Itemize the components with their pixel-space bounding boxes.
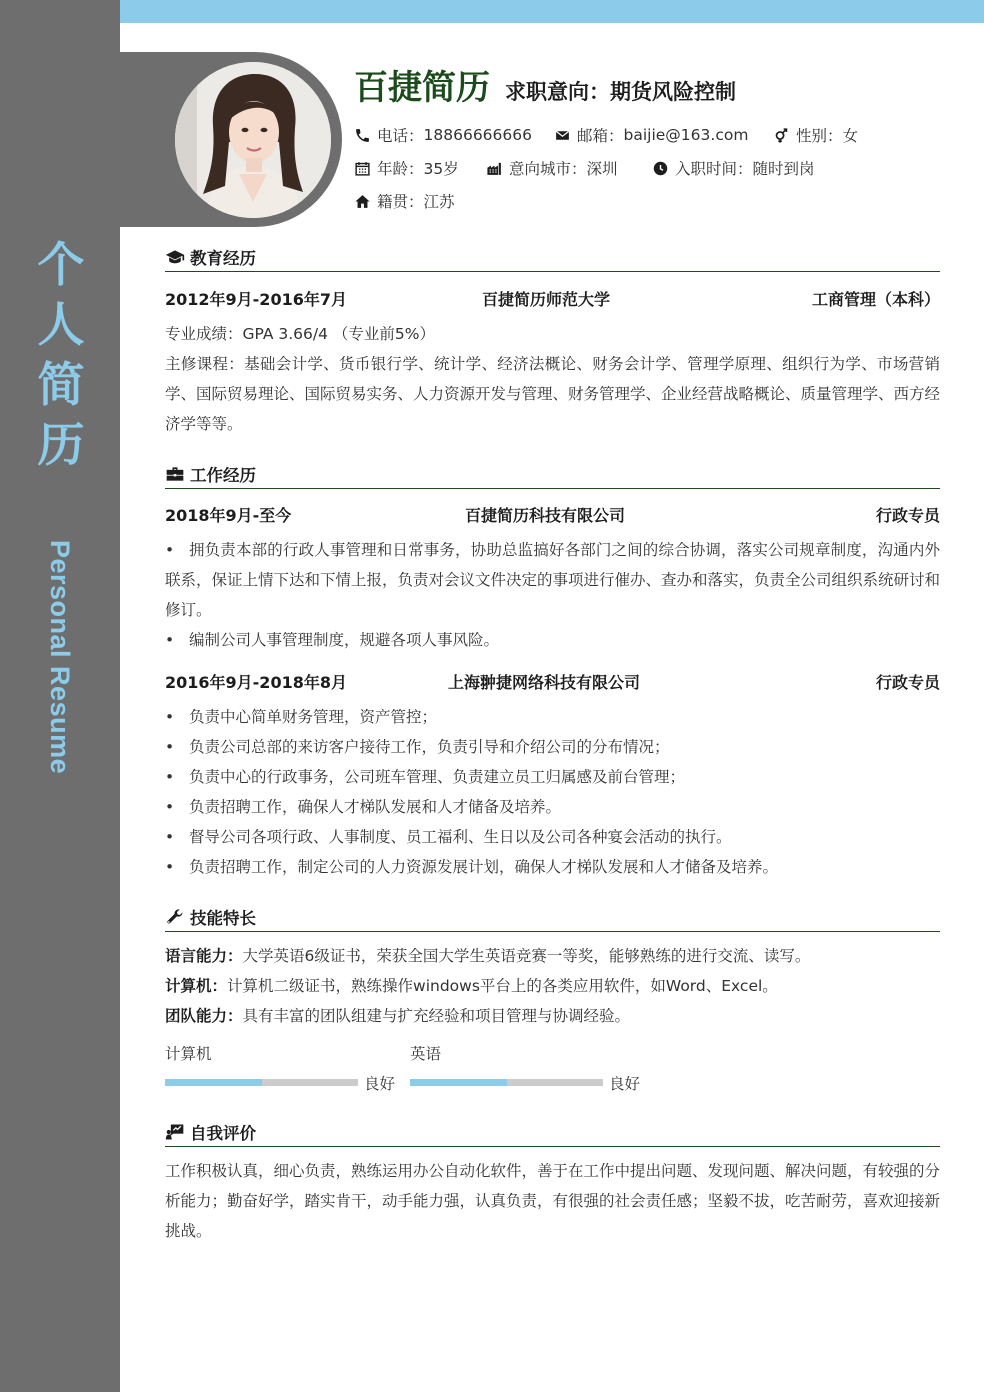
skill-bar-track: [410, 1079, 603, 1086]
wrench-icon: [165, 907, 185, 927]
info-value: baijie@163.com: [623, 126, 749, 144]
avatar: [175, 62, 331, 218]
info-hometown: [354, 190, 455, 212]
candidate-name: 百捷简历: [354, 68, 490, 108]
sidebar-title-char: 简: [37, 358, 85, 413]
info-label: 性别：: [796, 127, 843, 145]
sidebar-title-char: 历: [37, 418, 85, 473]
info-label: 邮箱：: [577, 127, 624, 145]
gender-icon: [773, 127, 790, 144]
education-major: 工商管理（本科）: [811, 290, 940, 309]
skill-label: 计算机：: [165, 977, 228, 995]
work-section-header: [165, 459, 940, 489]
sidebar-title: [30, 236, 92, 476]
list-item: • 负责公司总部的来访客户接待工作，负责引导和介绍公司的分布情况；: [165, 732, 940, 762]
education-row: [165, 287, 940, 311]
education-period: 2012年9月-2016年7月: [165, 290, 347, 309]
skill-bar-label: 计算机: [165, 1045, 212, 1063]
skill-bar-level: 良好: [609, 1075, 641, 1093]
clock-icon: [652, 160, 669, 177]
job-row: [165, 503, 940, 527]
self-eval-text: 工作积极认真，细心负责，熟练运用办公自动化软件，善于在工作中提出问题、发现问题、解决问题，有较强的分析能力；勤奋好学，踏实肯干，动手能力强，认真负责，有很强的社会责任感；坚毅不拔，吃苦耐劳，喜欢迎接新挑战。: [165, 1162, 941, 1240]
skill-label: 团队能力：: [165, 1007, 243, 1025]
section-title: 技能特长: [190, 908, 256, 928]
job-position: 行政专员: [875, 506, 940, 525]
list-item: • 拥负责本部的行政人事管理和日常事务，协助总监搞好各部门之间的综合协调，落实公司规章制度，沟通内外联系，保证上情下达和下情上报，负责对会议文件决定的事项进行催办、查办和落实，负责全公司组织系统研讨和修订。: [165, 535, 940, 625]
education-section-header: [165, 242, 940, 272]
self-eval-section-header: [165, 1117, 940, 1147]
skill-bar-level: 良好: [364, 1075, 396, 1093]
info-value: 18866666666: [423, 126, 532, 144]
section-title: 工作经历: [190, 465, 256, 485]
presentation-icon: [165, 1122, 185, 1142]
skill-text: 大学英语6级证书，荣获全国大学生英语竞赛一等奖，能够熟练的进行交流、读写。: [242, 947, 811, 965]
info-label: 电话：: [377, 127, 424, 145]
job-company: 百捷简历科技有限公司: [465, 506, 626, 525]
sidebar-title-char: 个: [37, 238, 85, 293]
list-item: • 负责招聘工作，确保人才梯队发展和人才储备及培养。: [165, 792, 940, 822]
info-label: 年龄：: [377, 160, 424, 178]
header-name-row: [354, 60, 736, 109]
job-period: 2018年9月-至今: [165, 506, 292, 525]
skill-bar-track: [165, 1079, 358, 1086]
skill-bar-fill: [165, 1079, 262, 1086]
list-item: • 负责中心的行政事务，公司班车管理、负责建立员工归属感及前台管理；: [165, 762, 940, 792]
info-start-date: [652, 157, 815, 179]
info-value: 35岁: [423, 160, 459, 178]
skill-bar-fill: [410, 1079, 507, 1086]
mail-icon: [554, 127, 571, 144]
info-value: 江苏: [423, 193, 455, 211]
sidebar-title-char: 人: [37, 298, 85, 353]
job-duties-list: [165, 535, 940, 655]
info-city: [486, 157, 618, 179]
info-value: 深圳: [586, 160, 618, 178]
skill-computer: [165, 971, 940, 1001]
intent-label: 求职意向：: [505, 80, 610, 104]
graduation-cap-icon: [165, 247, 185, 267]
info-gender: [773, 124, 858, 146]
home-icon: [354, 193, 371, 210]
skills-section-header: [165, 902, 940, 932]
job-position: 行政专员: [875, 673, 940, 692]
list-item: • 负责招聘工作，制定公司的人力资源发展计划，确保人才梯队发展和人才储备及培养。: [165, 852, 940, 882]
education-courses: 主修课程：基础会计学、货币银行学、统计学、经济法概论、财务会计学、管理学原理、组织行为学、市场营销学、国际贸易理论、国际贸易实务、人力资源开发与管理、财务管理学、企业经营战略概论、质量管理学、西方经济学等等。: [165, 355, 941, 433]
skill-language: [165, 941, 940, 971]
info-label: 意向城市：: [509, 160, 587, 178]
list-item: • 负责中心简单财务管理，资产管控；: [165, 702, 940, 732]
info-age: [354, 157, 459, 179]
education-school: 百捷简历师范大学: [482, 290, 611, 309]
section-title: 自我评价: [190, 1123, 256, 1143]
job-period: 2016年9月-2018年8月: [165, 673, 347, 692]
section-title: 教育经历: [190, 248, 256, 268]
skill-bar-label: 英语: [410, 1045, 442, 1063]
info-email: [554, 124, 748, 146]
job-duties-list: [165, 702, 940, 882]
phone-icon: [354, 127, 371, 144]
info-value: 随时到岗: [752, 160, 815, 178]
list-item: • 督导公司各项行政、人事制度、员工福利、生日以及公司各种宴会活动的执行。: [165, 822, 940, 852]
info-label: 入职时间：: [675, 160, 753, 178]
info-value: 女: [842, 127, 859, 145]
calendar-icon: [354, 160, 371, 177]
job-row: [165, 670, 940, 694]
education-gpa: 专业成绩：GPA 3.66/4 （专业前5%）: [165, 325, 436, 343]
intent-value: 期货风险控制: [610, 80, 736, 104]
top-accent-band: [120, 0, 984, 23]
skill-text: 具有丰富的团队组建与扩充经验和项目管理与协调经验。: [242, 1007, 631, 1025]
info-phone: [354, 124, 532, 146]
list-item: • 编制公司人事管理制度，规避各项人事风险。: [165, 625, 940, 655]
sidebar-title-en: Personal Resume: [45, 540, 75, 775]
info-label: 籍贯：: [377, 193, 424, 211]
briefcase-icon: [165, 464, 185, 484]
skill-label: 语言能力：: [165, 947, 243, 965]
skill-team: [165, 1001, 940, 1031]
skill-text: 计算机二级证书，熟练操作windows平台上的各类应用软件，如Word、Excel。: [227, 977, 778, 995]
city-icon: [486, 160, 503, 177]
job-company: 上海翀捷网络科技有限公司: [448, 673, 641, 692]
